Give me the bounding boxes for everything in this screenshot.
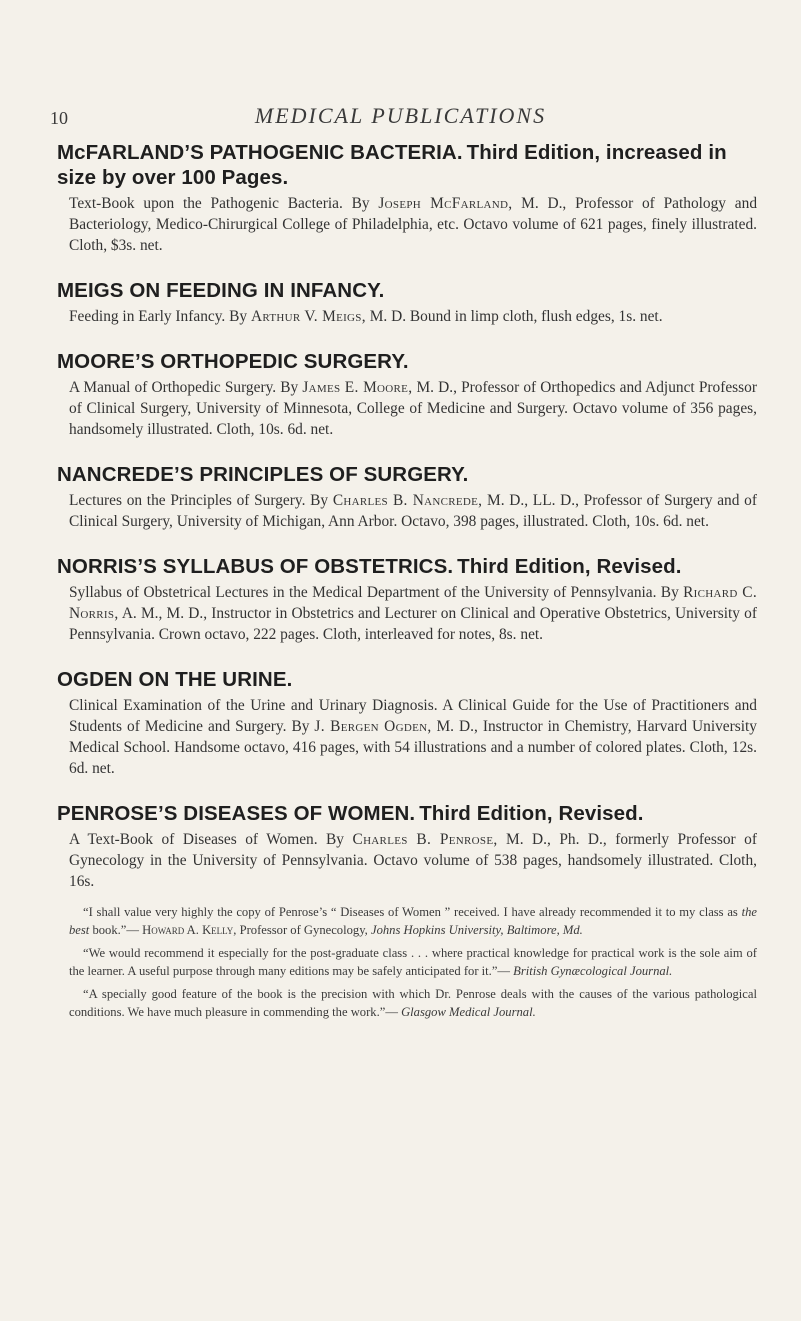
entry-title: NANCREDE’S PRINCIPLES OF SURGERY. — [57, 463, 469, 486]
entry-heading — [57, 278, 757, 303]
entry-description — [57, 193, 757, 256]
entry-description — [57, 829, 757, 892]
entry-title: MOORE’S ORTHOPEDIC SURGERY. — [57, 350, 409, 373]
quote-text: book.”— — [92, 922, 139, 937]
entry-description — [57, 490, 757, 532]
entry-description — [57, 377, 757, 440]
catalog-entry — [57, 278, 757, 327]
entry-description — [57, 306, 757, 327]
catalog-entry — [57, 801, 757, 892]
quote-text: Professor of Gynecology, — [239, 922, 368, 937]
entry-author: Charles B. Penrose, — [352, 831, 498, 848]
review-quote — [69, 945, 757, 980]
catalog-entry — [57, 462, 757, 532]
entry-edition: Third Edition, Revised. — [419, 802, 644, 825]
entry-heading — [57, 349, 757, 374]
entry-description-text: Clinical Examination of the Urine and Urinary Diagnosis. A Clinical Guide for the Use of Practitioners and Students of Medicine and Surgery. By — [69, 697, 757, 735]
quote-source: British Gynæcological Journal. — [513, 963, 673, 978]
entry-description-text: A Manual of Orthopedic Surgery. By — [69, 379, 299, 396]
entry-description-text: A. M., M. D., Instructor in Obstetrics and Lecturer on Clinical and Operative Obstetrics, University of Pennsylvania. Crown octavo, 222 pages. Cloth, interleaved for notes, 8s. net. — [69, 605, 757, 643]
entry-description-text: M. D. Bound in limp cloth, flush edges, 1s. net. — [369, 308, 663, 325]
quote-text: “I shall value very highly the copy of Penrose’s “ Diseases of Women ” received. I have already recommended it to my class as — [83, 905, 738, 919]
entry-description-text: Text-Book upon the Pathogenic Bacteria. By — [69, 195, 370, 212]
press-quotes — [57, 904, 757, 1021]
entry-heading — [57, 140, 757, 190]
entry-title: NORRIS’S SYLLABUS OF OBSTETRICS. — [57, 555, 454, 578]
running-head: MEDICAL PUBLICATIONS — [254, 103, 547, 128]
entry-author: Charles B. Nancrede, — [332, 492, 483, 509]
entry-title: PENROSE’S DISEASES OF WOMEN. — [57, 802, 416, 825]
quote-text: “We would recommend it especially for the post-graduate class . . . where practical knowledge for practical work is the sole aim of the learner. A useful purpose through many editions may be safely anticipated for it.”— — [69, 946, 757, 978]
quote-text: “A specially good feature of the book is the precision with which Dr. Penrose deals with the causes of the various pathological conditions. We have much pleasure in commending the work.”— — [69, 987, 757, 1019]
entry-description-text: A Text-Book of Diseases of Women. By — [69, 831, 345, 848]
entry-author: Richard C. Norris, — [69, 584, 757, 622]
catalog-entries — [57, 140, 757, 892]
entry-description-text: M. D., Ph. D., formerly Professor of Gynecology in the University of Pennsylvania. Octavo volume of 538 pages, handsomely illustrated. Cloth, 16s. — [69, 831, 757, 890]
review-quote — [69, 904, 757, 939]
entry-description-text: Feeding in Early Infancy. By — [69, 308, 248, 325]
entry-edition: Third Edition, Revised. — [457, 555, 682, 578]
entry-heading — [57, 667, 757, 692]
entry-heading — [57, 801, 757, 826]
entry-author: James E. Moore, — [302, 379, 413, 396]
catalog-content — [57, 140, 757, 1027]
entry-description-text: M. D., Professor of Pathology and Bacteriology, Medico-Chirurgical College of Philadelphia, etc. Octavo volume of 621 pages, finely illustrated. Cloth, $3s. net. — [69, 195, 758, 254]
entry-edition: Third Edition, increased in size by over 100 Pages. — [57, 141, 727, 189]
entry-heading — [57, 462, 757, 487]
entry-description — [57, 695, 757, 779]
entry-description-text: Syllabus of Obstetrical Lectures in the Medical Department of the University of Pennsylvania. By — [69, 584, 679, 601]
entry-description-text: M. D., Professor of Orthopedics and Adjunct Professor of Clinical Surgery, University of Minnesota, College of Medicine and Surgery. Octavo volume of 356 pages, handsomely illustrated. Cloth, 10s. 6d. net. — [69, 379, 757, 438]
catalog-entry — [57, 349, 757, 440]
entry-description-text: Lectures on the Principles of Surgery. By — [69, 492, 329, 509]
quote-source: Glasgow Medical Journal. — [401, 1004, 536, 1019]
catalog-entry — [57, 667, 757, 779]
page-number: 10 — [50, 108, 68, 128]
entry-title: McFARLAND’S PATHOGENIC BACTERIA. — [57, 141, 463, 164]
quote-source: Johns Hopkins University, Baltimore, Md. — [370, 922, 583, 937]
entry-description-text: M. D., Instructor in Chemistry, Harvard University Medical School. Handsome octavo, 416 pages, with 54 illustrations and a number of colored plates. Cloth, 12s. 6d. net. — [69, 718, 757, 777]
entry-author: J. Bergen Ogden, — [314, 718, 432, 735]
review-quote — [69, 986, 757, 1021]
catalog-entry — [57, 140, 757, 256]
entry-description — [57, 582, 757, 645]
quote-emphasis: the best — [69, 905, 757, 937]
entry-title: OGDEN ON THE URINE. — [57, 668, 293, 691]
entry-author: Joseph McFarland, — [378, 195, 513, 212]
quote-author: Howard A. Kelly, — [142, 922, 237, 937]
entry-description-text: M. D., LL. D., Professor of Surgery and of Clinical Surgery, University of Michigan, Ann Arbor. Octavo, 398 pages, illustrated. Cloth, 10s. 6d. net. — [69, 492, 757, 530]
catalog-entry — [57, 554, 757, 645]
entry-title: MEIGS ON FEEDING IN INFANCY. — [57, 279, 385, 302]
entry-heading — [57, 554, 757, 579]
entry-author: Arthur V. Meigs, — [250, 308, 366, 325]
